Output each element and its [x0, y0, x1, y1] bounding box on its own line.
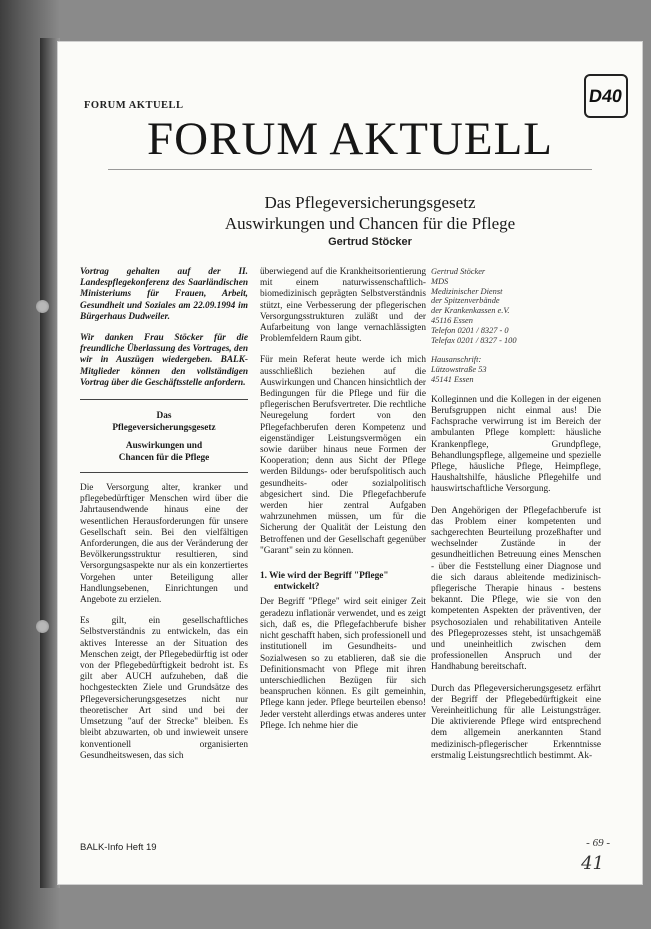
section-heading-line: Chancen für die Pflege: [118, 453, 210, 464]
article-title: [158, 192, 582, 234]
paragraph: überwiegend auf die Krankheitsorientierung mit einem naturwissenschaftlich-biomedizinisch geprägten Selbstverständnis stützt, eine Verbesserung der pflegerischen Versorgungsstrukturen zuläßt und der Aufarbeitung von lange vernachlässigten Problemfeldern Raum gibt.: [260, 267, 426, 345]
paragraph: Den Angehörigen der Pflegefachberufe ist das Problem einer kompetenten und sachgerechten Beurteilung prozeßhafter und wechselnder Zustände in der gesundheitlichen Betreuung eines Menschen - über die Feststellung einer Diagnose und die sich daraus ableitende medizinisch-pflegerische Therapie hinaus - bestens bekannt. Die Pflege, wie sie von den kompetenten Aspekten der präventiven, der psychosozialen und rehabilitativen Anteile des Pflegeprozesses steht, ist unsachgemäß und uneinheitlich zwischen dem professionellen Anspruch und der Handhabung bereitschaft.: [431, 505, 601, 673]
subsection-heading: [260, 571, 426, 593]
subsection-heading-line: entwickelt?: [274, 582, 320, 593]
page-number: - 69 -: [586, 837, 610, 849]
column-3: [431, 267, 601, 772]
divider: [80, 472, 248, 473]
article-title-line2: Auswirkungen und Chancen für die Pflege: [224, 214, 516, 233]
paragraph: Es gilt, ein gesellschaftliches Selbstverständnis zu entwickeln, das ein aktives Interesse an der Situation des Menschen zeigt, der Pflegebedürftig ist oder von der Pflegebedürftigkeit bedroht ist. Es gilt aber AUCH aufzuheben, daß die hochgesteckten Ziele und Grundsätze des Pflegeversicherungsgesetzes nicht nur theoretischer Art sind und bei der Umsetzung "auf der Strecke" bleiben. Es bleibt abzuwarten, ob und inwieweit unsere konventionell organisierten Gesundheitswesen, das sich: [80, 616, 248, 761]
footer-publication: BALK-Info Heft 19: [80, 842, 157, 853]
masthead-divider: [108, 169, 592, 170]
paragraph: Der Begriff "Pflege" wird seit einiger Zeit geradezu inflationär verwendet, und es zeigt sich, daß es, die Pflegefachberufe bisher nicht geschafft haben, sich professionell und institutionell im Gesundheits- und Sozialwesen so zu etablieren, daß sie die Definitionsmacht von Pflege mit ihren unterschiedlichen Bezügen für sich beanspruchen können. Es gilt gemeinhin, Pflege kann jeder. Pflege beurteilen ebenso! Jeder versteht allerdings etwas anderes unter Pflege. Ich nehme hier die: [260, 597, 426, 731]
logo-text: D40: [588, 85, 624, 106]
divider: [80, 399, 248, 400]
paragraph: Für mein Referat heute werde ich mich ausschließlich beziehen auf die Auswirkungen und Chancen hinsichtlich der Bedingungen für die Pflege und für die pflegerischen Berufsvertreter. Die rechtliche Neuregelung fordert von den Pflegefachberufen deren Kompetenz und eigenständiger Leistungsvermögen ein sowie darüber hinaus neue Formen der Kooperation; denn aus Sicht der Pflege werden Bildungs- oder berufspolitisch auch gesundheits- oder sozialpolitisch abgesichert sind. Die Pflegefachberufe werden hier zentral Aufgaben wahrzunehmen müssen, um für die Sicherung der Qualität der Leistung den Betroffenen und der Gesellschaft gegenüber "Garant" sein zu können.: [260, 355, 426, 556]
section-heading-line: Das: [156, 411, 172, 422]
section-tag: FORUM AKTUELL: [84, 100, 184, 111]
subsection-heading-line: 1. Wie wird der Begriff "Pflege": [260, 571, 389, 582]
column-2: [260, 267, 426, 742]
punch-hole: [36, 620, 49, 633]
article-author: Gertrud Stöcker: [328, 236, 412, 248]
paragraph: Durch das Pflegeversicherungsgesetz erfährt der Begriff der Pflegebedürftigkeit eine Vereinheitlichung für alle Leistungsträger. Die aktivierende Pflege wird entsprechend dem allgemein anerkannten Stand medizinisch-pflegerischer Erkenntnisse erstmalig Leistungsrechtlich bestimmt. Ak-: [431, 683, 601, 761]
page-binding-edge: [40, 38, 60, 888]
paragraph: Kolleginnen und die Kollegen in der eigenen Berufsgruppen nicht einmal aus! Die Fachsprache verwirrung ist im Bereich der ambulanten Pflege komplett: häusliche Krankenpflege, Grundpflege, Behandlungspflege, allgemeine und spezielle Pflege, häusliche Pflege, Heimpflege, Haushaltshilfe, häusliche Pflegehilfe und hauswirtschaftliche Versorgung.: [431, 394, 601, 495]
section-heading: [80, 410, 248, 464]
author-address: Gertrud Stöcker MDS Medizinischer Dienst der Spitzenverbände der Krankenkassen e.V. 45116 Essen Telefon 0201 / 8327 - 0 Telefax 0201 / 8327 - 100: [431, 267, 517, 345]
thanks-note: Wir danken Frau Stöcker für die freundliche Überlassung des Vortrages, den wir in Auszügen wiedergeben. BALK-Mitglieder können den vollständigen Vortrag über die Geschäftsstelle anfordern.: [80, 333, 248, 388]
document-page: [58, 42, 642, 884]
masthead-title: FORUM AKTUELL: [147, 113, 553, 165]
section-heading-line: Auswirkungen und: [125, 441, 203, 452]
handwritten-number: 41: [581, 853, 604, 874]
author-home-address: Hausanschrift: Lützowstraße 53 45141 Essen: [431, 355, 487, 384]
intro-note: Vortrag gehalten auf der II. Landespflegekonferenz des Saarländischen Ministeriums für Frauen, Arbeit, Gesundheit und Soziales am 22.09.1994 im Bürgerhaus Dudweiler.: [80, 267, 248, 322]
paragraph: Die Versorgung alter, kranker und pflegebedürftiger Menschen wird über die Jahrtausendwende hinaus eine der wesentlichen Herausforderungen für unsere Gesellschaft sein. Bei den vielfältigen Anforderungen, die aus der Veränderung der Bevölkerungsstruktur resultieren, sind Versorgungsaspekte nur als ein konzertiertes Vorgehen unter Beteiligung aller Handlungsebenen, Einrichtungen und Angebote zu erzielen.: [80, 483, 248, 606]
article-title-line1: Das Pflegeversicherungsgesetz: [264, 193, 476, 212]
punch-hole: [36, 300, 49, 313]
section-heading-line: Pflegeversicherungsgesetz: [112, 423, 216, 434]
column-1: [80, 267, 248, 772]
